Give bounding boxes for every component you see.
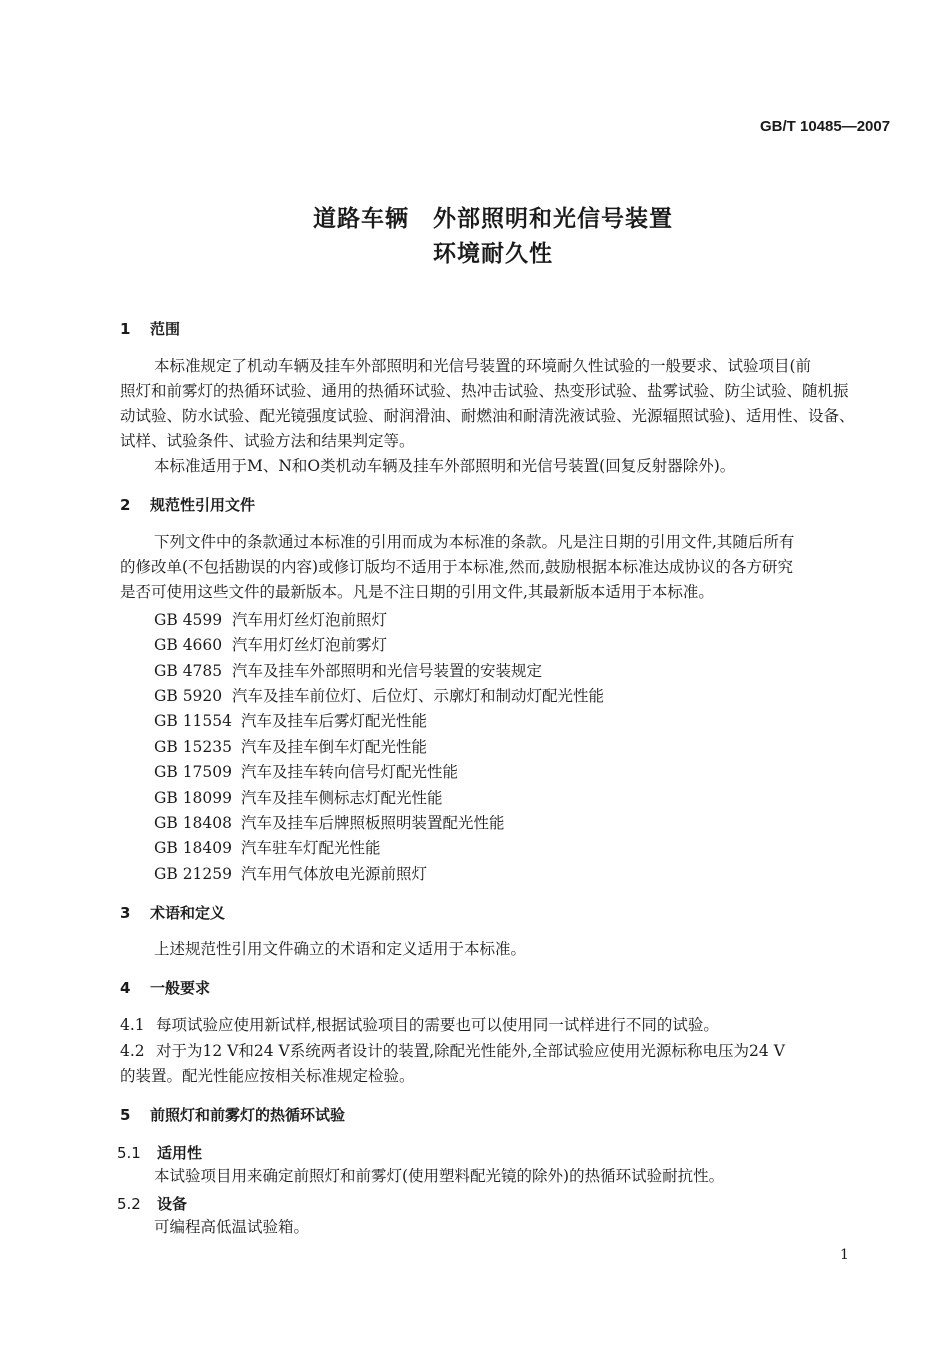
- clause-number: 4.2: [120, 1042, 145, 1060]
- section-title: 一般要求: [150, 979, 211, 997]
- reference-code: GB 18408: [154, 814, 233, 832]
- section-title: 规范性引用文件: [150, 496, 256, 514]
- reference-item: [154, 709, 427, 731]
- s1-para2: 本标准适用于M、N和O类机动车辆及挂车外部照明和光信号装置(回复反射器除外)。: [154, 457, 736, 475]
- s2-para-line3: 是否可使用这些文件的最新版本。凡是不注日期的引用文件,其最新版本适用于本标准。: [120, 583, 714, 601]
- reference-code: GB 18099: [154, 789, 233, 807]
- clause-5-2-heading: [117, 1193, 187, 1214]
- section-4-heading: [120, 977, 210, 998]
- s1-para1-line4: 试样、试验条件、试验方法和结果判定等。: [120, 432, 415, 450]
- clause-4-2-line2: 的装置。配光性能应按相关标准规定检验。: [120, 1067, 415, 1085]
- s2-para-line1: 下列文件中的条款通过本标准的引用而成为本标准的条款。凡是注日期的引用文件,其随后所有: [154, 533, 795, 551]
- s1-para1-line3: 动试验、防水试验、配光镜强度试验、耐润滑油、耐燃油和耐清洗液试验、光源辐照试验)、适用性、设备、: [120, 407, 855, 425]
- document-title-line2: 环境耐久性: [433, 241, 553, 267]
- document-title-line1: 道路车辆 外部照明和光信号装置: [313, 206, 673, 232]
- reference-code: GB 17509: [154, 763, 233, 781]
- section-5-heading: [120, 1104, 345, 1125]
- clause-number: 4.1: [120, 1016, 145, 1034]
- reference-title: 汽车及挂车倒车灯配光性能: [241, 738, 428, 756]
- section-2-heading: [120, 494, 255, 515]
- section-title: 术语和定义: [150, 904, 226, 922]
- reference-code: GB 18409: [154, 839, 233, 857]
- reference-title: 汽车及挂车后牌照板照明装置配光性能: [241, 814, 505, 832]
- reference-title: 汽车驻车灯配光性能: [241, 839, 381, 857]
- reference-title: 汽车及挂车外部照明和光信号装置的安装规定: [232, 662, 543, 680]
- reference-item: [154, 684, 604, 706]
- clause-title: 设备: [157, 1195, 188, 1213]
- reference-title: 汽车用灯丝灯泡前照灯: [232, 611, 388, 629]
- reference-title: 汽车及挂车转向信号灯配光性能: [241, 763, 459, 781]
- clause-number: 5.1: [117, 1144, 141, 1162]
- section-number: 3: [120, 904, 131, 922]
- clause-title: 适用性: [157, 1144, 203, 1162]
- reference-title: 汽车及挂车侧标志灯配光性能: [241, 789, 443, 807]
- reference-item: [154, 760, 458, 782]
- clause-text: 每项试验应使用新试样,根据试验项目的需要也可以使用同一试样进行不同的试验。: [156, 1016, 719, 1034]
- clause-text: 对于为12 V和24 V系统两者设计的装置,除配光性能外,全部试验应使用光源标称电压为24 V: [156, 1042, 785, 1060]
- reference-title: 汽车及挂车前位灯、后位灯、示廓灯和制动灯配光性能: [232, 687, 605, 705]
- clause-4-1: [120, 1013, 719, 1038]
- s1-para1-line2: 照灯和前雾灯的热循环试验、通用的热循环试验、热冲击试验、热变形试验、盐雾试验、防尘试验、随机振: [120, 382, 849, 400]
- clause-4-2: [120, 1039, 785, 1064]
- reference-item: [154, 862, 427, 884]
- s3-para: 上述规范性引用文件确立的术语和定义适用于本标准。: [154, 940, 527, 958]
- reference-title: 汽车用灯丝灯泡前雾灯: [232, 636, 388, 654]
- reference-item: [154, 633, 387, 655]
- section-title: 前照灯和前雾灯的热循环试验: [150, 1106, 346, 1124]
- reference-item: [154, 735, 427, 757]
- reference-code: GB 4785: [154, 662, 223, 680]
- reference-item: [154, 608, 387, 630]
- reference-code: GB 21259: [154, 865, 233, 883]
- standard-number: GB/T 10485—2007: [760, 118, 891, 135]
- reference-title: 汽车用气体放电光源前照灯: [241, 865, 428, 883]
- reference-item: [154, 836, 381, 858]
- section-number: 4: [120, 979, 131, 997]
- clause-5-2-text: 可编程高低温试验箱。: [154, 1218, 310, 1236]
- reference-item: [154, 811, 505, 833]
- reference-code: GB 15235: [154, 738, 233, 756]
- reference-code: GB 4599: [154, 611, 223, 629]
- clause-number: 5.2: [117, 1195, 141, 1213]
- clause-5-1-heading: [117, 1142, 202, 1163]
- page-number: 1: [840, 1247, 849, 1263]
- reference-title: 汽车及挂车后雾灯配光性能: [241, 712, 428, 730]
- section-number: 2: [120, 496, 131, 514]
- section-1-heading: [120, 318, 180, 339]
- section-number: 5: [120, 1106, 131, 1124]
- reference-item: [154, 659, 542, 681]
- clause-5-1-text: 本试验项目用来确定前照灯和前雾灯(使用塑料配光镜的除外)的热循环试验耐抗性。: [154, 1167, 725, 1185]
- s1-para1-line1: 本标准规定了机动车辆及挂车外部照明和光信号装置的环境耐久性试验的一般要求、试验项目(前: [154, 357, 812, 375]
- reference-code: GB 11554: [154, 712, 233, 730]
- s2-para-line2: 的修改单(不包括勘误的内容)或修订版均不适用于本标准,然而,鼓励根据本标准达成协议的各方研究: [120, 558, 793, 576]
- section-3-heading: [120, 902, 225, 923]
- section-title: 范围: [150, 320, 181, 338]
- section-number: 1: [120, 320, 131, 338]
- reference-item: [154, 786, 443, 808]
- reference-code: GB 5920: [154, 687, 223, 705]
- reference-code: GB 4660: [154, 636, 223, 654]
